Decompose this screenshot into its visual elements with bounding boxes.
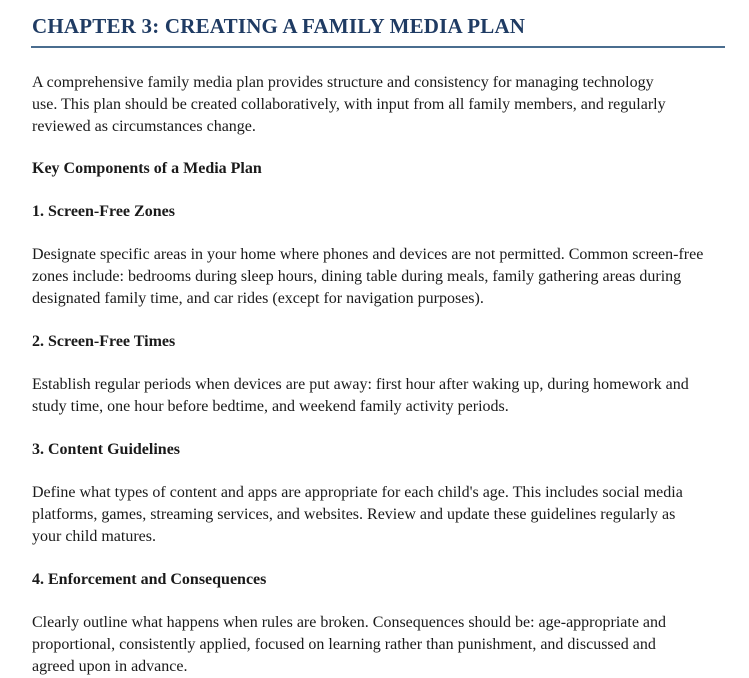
chapter-content [32, 72, 732, 678]
section-body-screen-free-times: Establish regular periods when devices are put away: first hour after waking up, during homework and study time, one hour before bedtime, and weekend family activity periods. [32, 376, 689, 415]
section-body-content-guidelines: Define what types of content and apps are appropriate for each child's age. This includes social media platforms, games, streaming services, and websites. Review and update these guidelines regularly as your child matures. [32, 484, 683, 545]
section-heading-screen-free-zones: 1. Screen-Free Zones [32, 203, 175, 220]
section-heading-content-guidelines: 3. Content Guidelines [32, 441, 181, 458]
section-body-screen-free-zones: Designate specific areas in your home where phones and devices are not permitted. Common screen-free zones include: bedrooms during sleep hours, dining table during meals, family gathering areas during designated family time, and car rides (except for navigation purposes). [32, 246, 704, 307]
section-heading-enforcement: 4. Enforcement and Consequences [32, 571, 267, 588]
intro-paragraph: A comprehensive family media plan provides structure and consistency for managing technology use. This plan should be created collaboratively, with input from all family members, and regularly reviewed as circumstances change. [32, 74, 666, 135]
key-components-heading: Key Components of a Media Plan [32, 160, 262, 177]
section-body-enforcement: Clearly outline what happens when rules are broken. Consequences should be: age-appropriate and proportional, consistently applied, focused on learning rather than punishment, and discussed and agreed upon in advance. [32, 614, 667, 675]
chapter-title: CHAPTER 3: CREATING A FAMILY MEDIA PLAN [32, 14, 526, 38]
title-divider [31, 46, 725, 48]
section-heading-screen-free-times: 2. Screen-Free Times [32, 333, 176, 350]
